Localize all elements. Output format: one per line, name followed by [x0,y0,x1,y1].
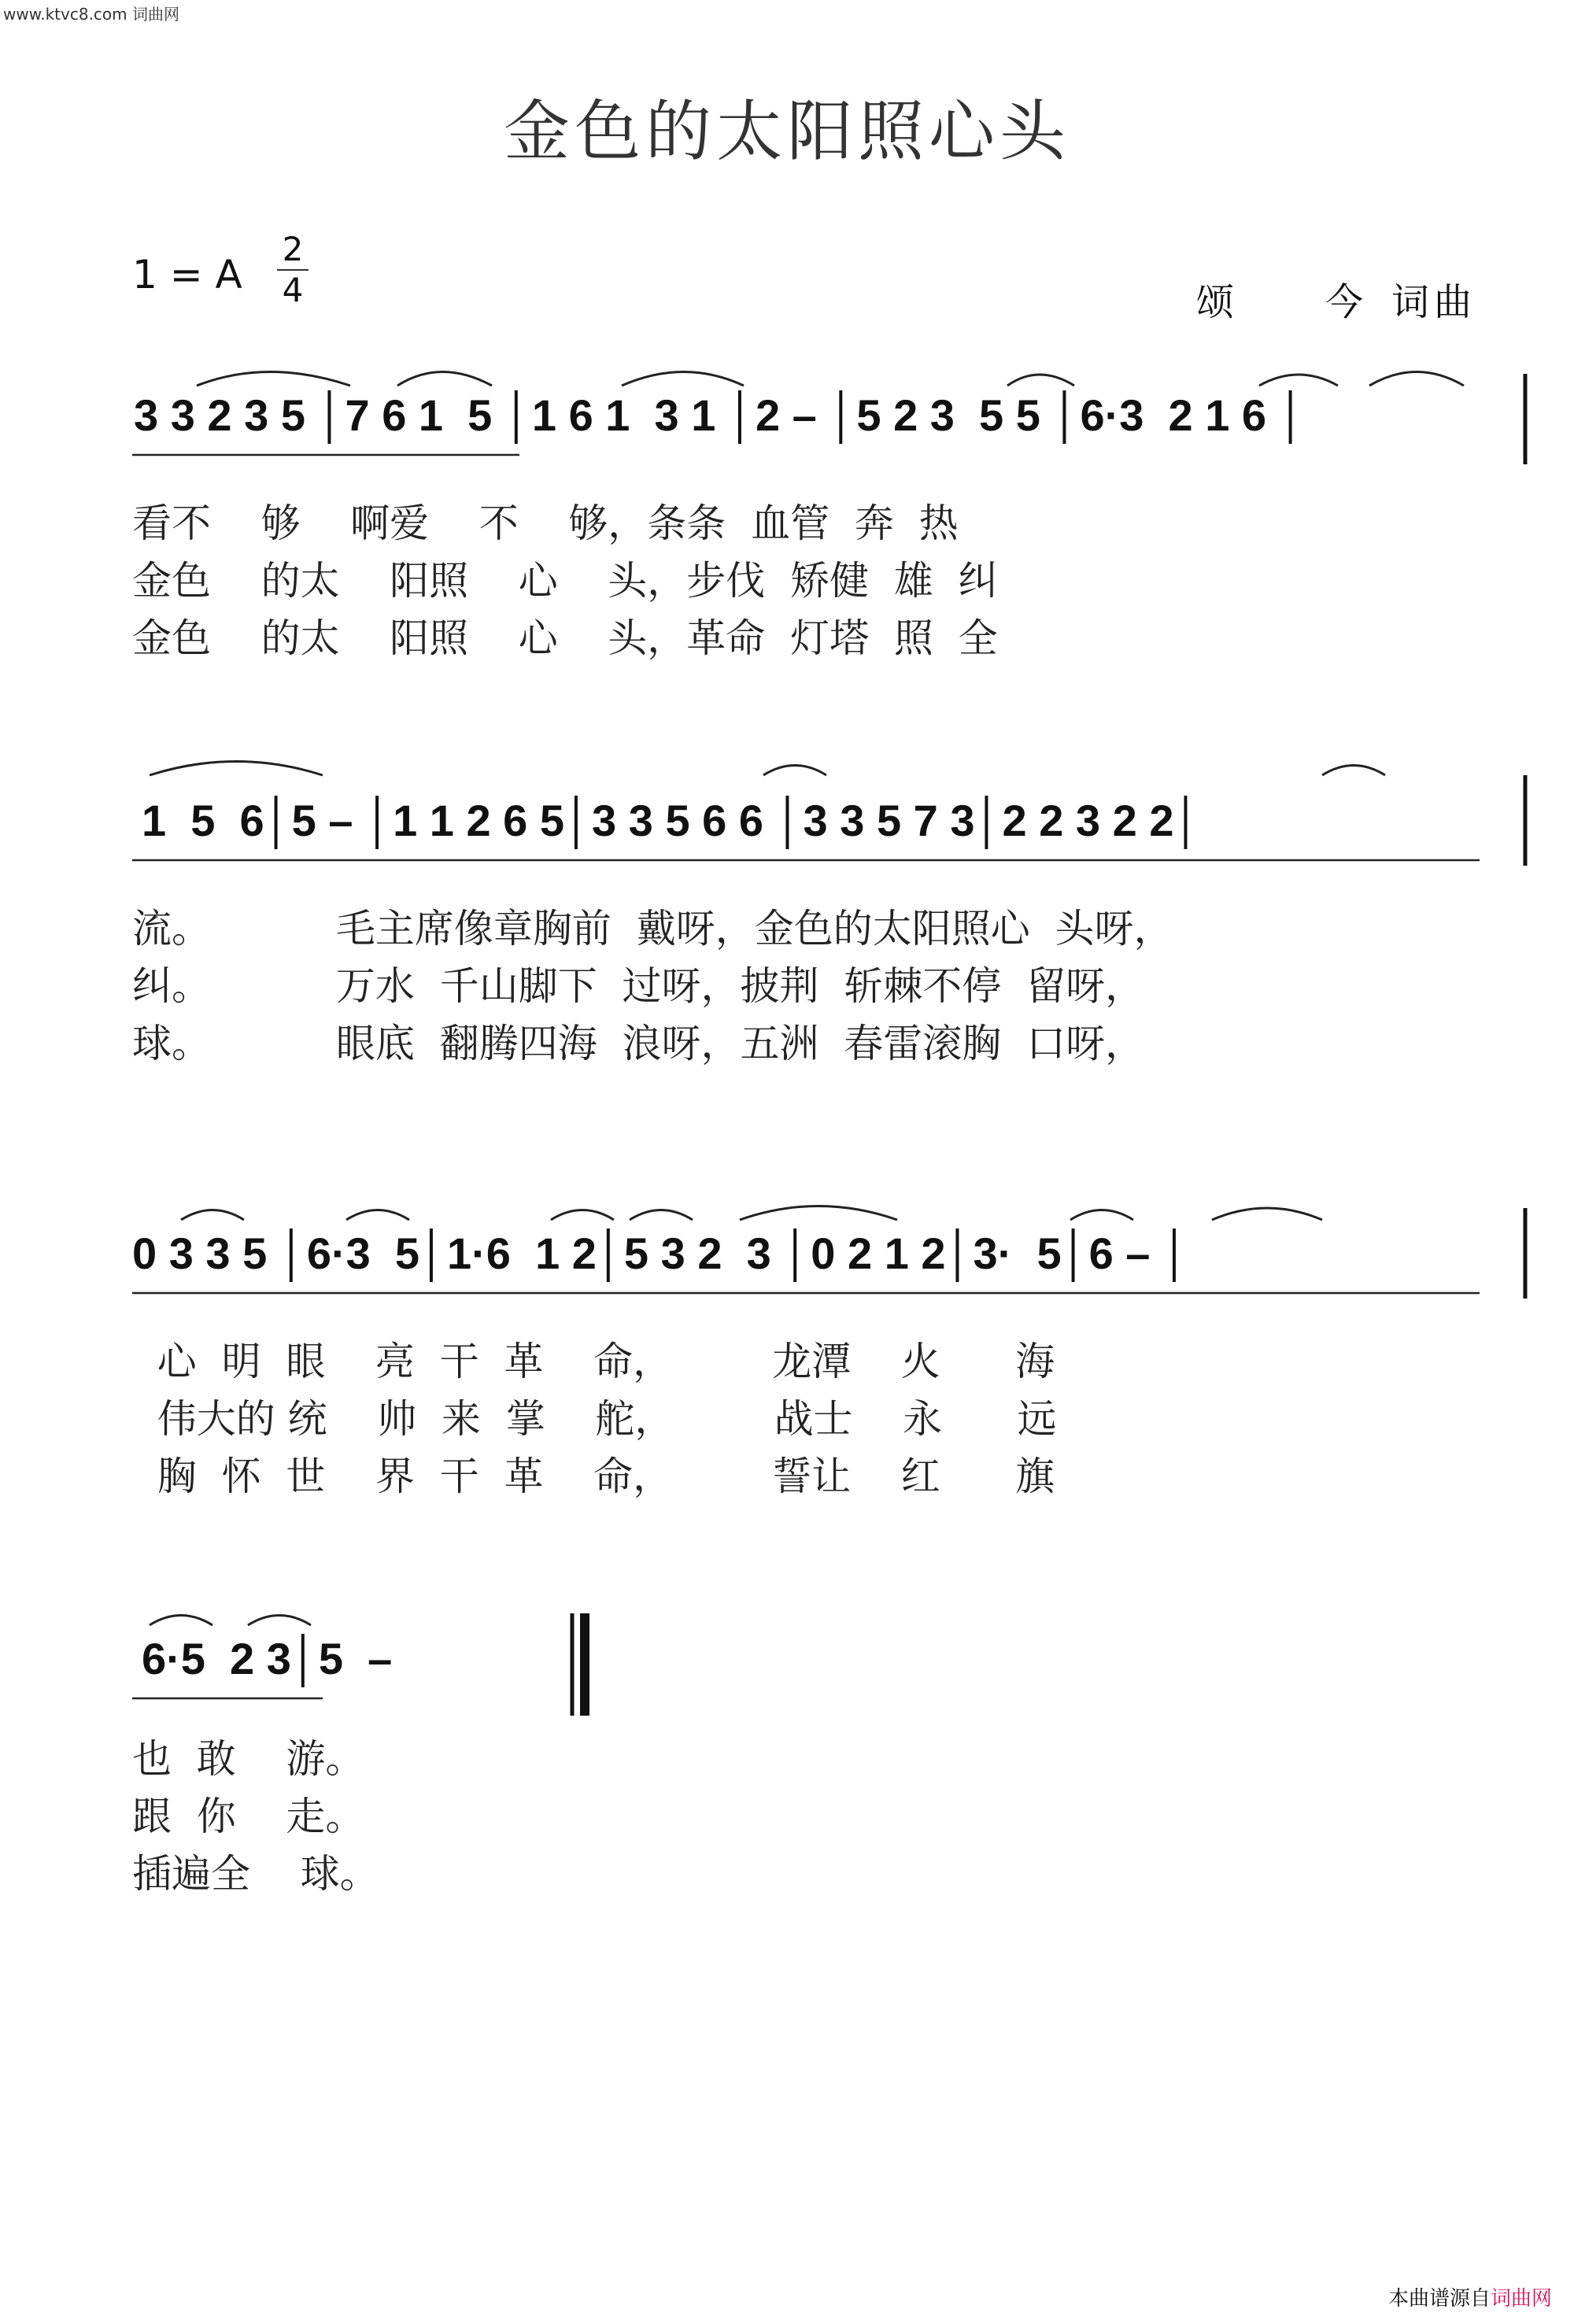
lyric-line: 看不 够 啊爱 不 够，条条 血管 奔 热 [132,501,959,546]
slur [150,762,323,776]
lyric-line: 伟大的 统 帅 来 掌 舵， 战士 永 远 [132,1396,1057,1442]
slur [1369,372,1464,386]
slur [197,372,350,386]
slur [763,766,826,776]
notation-line: 6·5 2 3│5 – [142,1634,393,1683]
lyric-line: 金色 的太 阳照 心 头，革命 灯塔 照 全 [132,615,998,661]
composer-credit-part: 颂 [1196,280,1240,324]
key-signature: 1 = A [132,252,242,297]
lyric-line: 也 敢 游。 [132,1736,365,1782]
lyric-line: 跟 你 走。 [132,1794,365,1839]
slur [622,372,744,386]
composer-credit-part: 词曲 [1391,280,1477,324]
slur [1322,766,1385,776]
slur [397,372,492,386]
footer-source: 词曲网 [1490,2287,1552,2311]
slur [740,1206,897,1221]
slur [150,1616,212,1626]
score-title: 金色的太阳照心头 [503,93,1070,170]
slur [346,1210,409,1221]
slur [1070,1210,1133,1221]
time-signature-top: 2 [282,230,304,268]
lyric-line: 流。 毛主席像章胸前 戴呀，金色的太阳照心 头呀， [132,906,1173,951]
lyric-line: 金色 的太 阳照 心 头，步伐 矫健 雄 纠 [132,558,998,604]
lyric-line: 心 明 眼 亮 干 革 命， 龙潭 火 海 [132,1339,1055,1384]
slur [181,1210,244,1221]
slur [551,1210,614,1221]
notation-line: 3 3 2 3 5 │7 6 1 5 │1 6 1 3 1 │2 – │5 2 3 5 5 │6·3 2 1 6 │ [134,390,1306,440]
notation-line: 1 5 6│5 – │1 1 2 6 5│3 3 5 6 6 │3 3 5 7 3│2 2 3 2 2│ [142,796,1202,845]
lyric-line: 胸 怀 世 界 干 革 命， 誓让 红 旗 [132,1454,1055,1499]
footer-prefix: 本曲谱源自 [1387,2287,1491,2311]
site-header: www.ktvc8.com 词曲网 [3,5,180,24]
slur [1212,1208,1322,1220]
time-signature-bottom: 4 [282,271,304,309]
lyric-line: 球。 眼底 翻腾四海 浪呀，五洲 春雷滚胸 口呀， [132,1021,1145,1066]
slur [248,1616,311,1626]
notation-line: 0 3 3 5 │6·3 5│1·6 1 2│5 3 2 3 │0 2 1 2│3· 5│6 – │ [132,1229,1190,1278]
source-footer [1388,2282,1552,2311]
composer-credit-part: 今 [1325,280,1369,324]
lyric-line: 插遍全 球。 [132,1851,379,1897]
final-barline-thick [580,1613,589,1716]
slur [1259,375,1338,386]
slur [1007,375,1074,386]
lyric-line: 纠。 万水 千山脚下 过呀，披荆 斩棘不停 留呀， [132,963,1145,1009]
slur [630,1210,693,1221]
